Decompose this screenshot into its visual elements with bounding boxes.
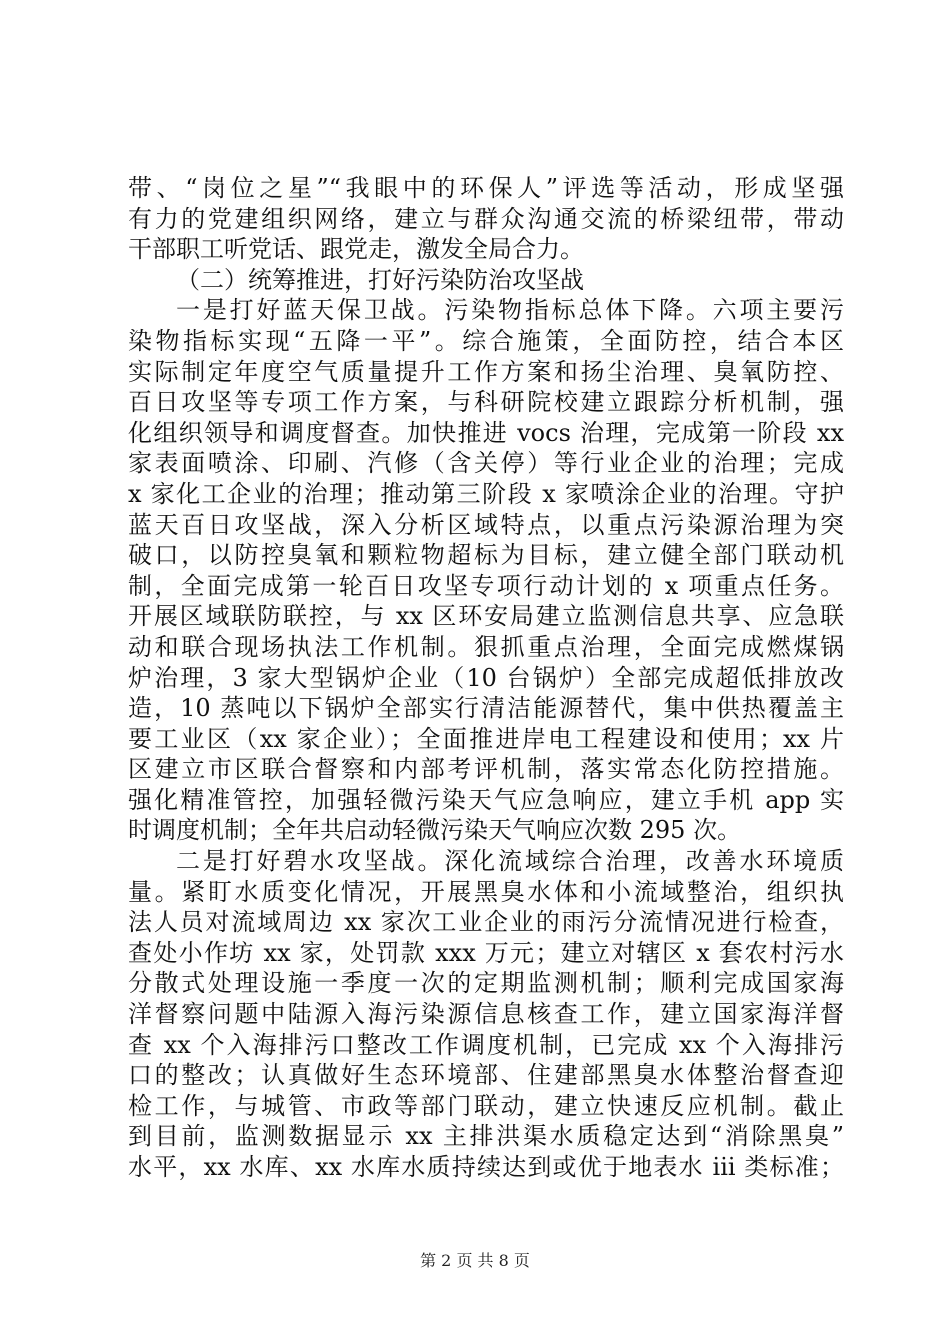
text-line: 家表面喷涂、印刷、汽修（含关停）等行业企业的治理；完成 bbox=[128, 449, 844, 478]
text-line: 染物指标实现“五降一平”。综合施策，全面防控，结合本区 bbox=[128, 326, 844, 355]
text-line: 带、“岗位之星”“我眼中的环保人”评选等活动，形成坚强 bbox=[128, 174, 844, 202]
text-line: 检工作，与城管、市政等部门联动，建立快速反应机制。截止 bbox=[128, 1091, 844, 1120]
text-line: （二）统筹推进，打好污染防治攻坚战 bbox=[176, 265, 584, 294]
text-line: 量。紧盯水质变化情况，开展黑臭水体和小流域整治，组织执 bbox=[128, 877, 844, 906]
text-line: 制，全面完成第一轮百日攻坚专项行动计划的 x 项重点任务。 bbox=[128, 571, 844, 600]
text-line: 分散式处理设施一季度一次的定期监测机制；顺利完成国家海 bbox=[128, 969, 844, 998]
text-line: 干部职工听党话、跟党走，激发全局合力。 bbox=[128, 235, 584, 264]
text-line: 洋督察问题中陆源入海污染源信息核查工作，建立国家海洋督 bbox=[128, 1000, 844, 1029]
text-line: 到目前，监测数据显示 xx 主排洪渠水质稳定达到“消除黑臭” bbox=[128, 1122, 844, 1151]
text-line: 口的整改；认真做好生态环境部、住建部黑臭水体整治督查迎 bbox=[128, 1061, 844, 1090]
text-line: 蓝天百日攻坚战，深入分析区域特点，以重点污染源治理为突 bbox=[128, 510, 844, 539]
text-line: 动和联合现场执法工作机制。狠抓重点治理，全面完成燃煤锅 bbox=[128, 632, 844, 661]
text-line: 破口，以防控臭氧和颗粒物超标为目标，建立健全部门联动机 bbox=[128, 541, 844, 570]
text-line: 要工业区（xx 家企业）；全面推进岸电工程建设和使用；xx 片 bbox=[128, 724, 844, 753]
text-line: 水平，xx 水库、xx 水库水质持续达到或优于地表水 iii 类标准； bbox=[128, 1153, 844, 1181]
text-line: 时调度机制；全年共启动轻微污染天气响应次数 295 次。 bbox=[128, 816, 742, 845]
text-line: 查 xx 个入海排污口整改工作调度机制，已完成 xx 个入海排污 bbox=[128, 1030, 844, 1059]
text-line: 一是打好蓝天保卫战。污染物指标总体下降。六项主要污 bbox=[176, 296, 844, 325]
text-line: 开展区域联防联控，与 xx 区环安局建立监测信息共享、应急联 bbox=[128, 602, 844, 631]
text-line: 实际制定年度空气质量提升工作方案和扬尘治理、臭氧防控、 bbox=[128, 357, 844, 386]
text-line: 造，10 蒸吨以下锅炉全部实行清洁能源替代，集中供热覆盖主 bbox=[128, 694, 844, 723]
text-line: 区建立市区联合督察和内部考评机制，落实常态化防控措施。 bbox=[128, 755, 844, 784]
text-line: 查处小作坊 xx 家，处罚款 xxx 万元；建立对辖区 x 套农村污水 bbox=[128, 938, 844, 967]
text-line: 二是打好碧水攻坚战。深化流域综合治理，改善水环境质 bbox=[176, 847, 844, 876]
text-line: 百日攻坚等专项工作方案，与科研院校建立跟踪分析机制，强 bbox=[128, 388, 844, 417]
text-line: x 家化工企业的治理；推动第三阶段 x 家喷涂企业的治理。守护 bbox=[128, 479, 844, 508]
text-line: 强化精准管控，加强轻微污染天气应急响应，建立手机 app 实 bbox=[128, 785, 844, 814]
text-line: 法人员对流域周边 xx 家次工业企业的雨污分流情况进行检查， bbox=[128, 908, 844, 937]
body-text bbox=[128, 173, 844, 1183]
page-number-footer: 第 2 页 共 8 页 bbox=[420, 1251, 530, 1270]
text-line: 化组织领导和调度督查。加快推进 vocs 治理，完成第一阶段 xx bbox=[128, 418, 844, 447]
text-line: 炉治理，3 家大型锅炉企业（10 台锅炉）全部完成超低排放改 bbox=[128, 663, 844, 692]
text-line: 有力的党建组织网络，建立与群众沟通交流的桥梁纽带，带动 bbox=[128, 204, 844, 233]
